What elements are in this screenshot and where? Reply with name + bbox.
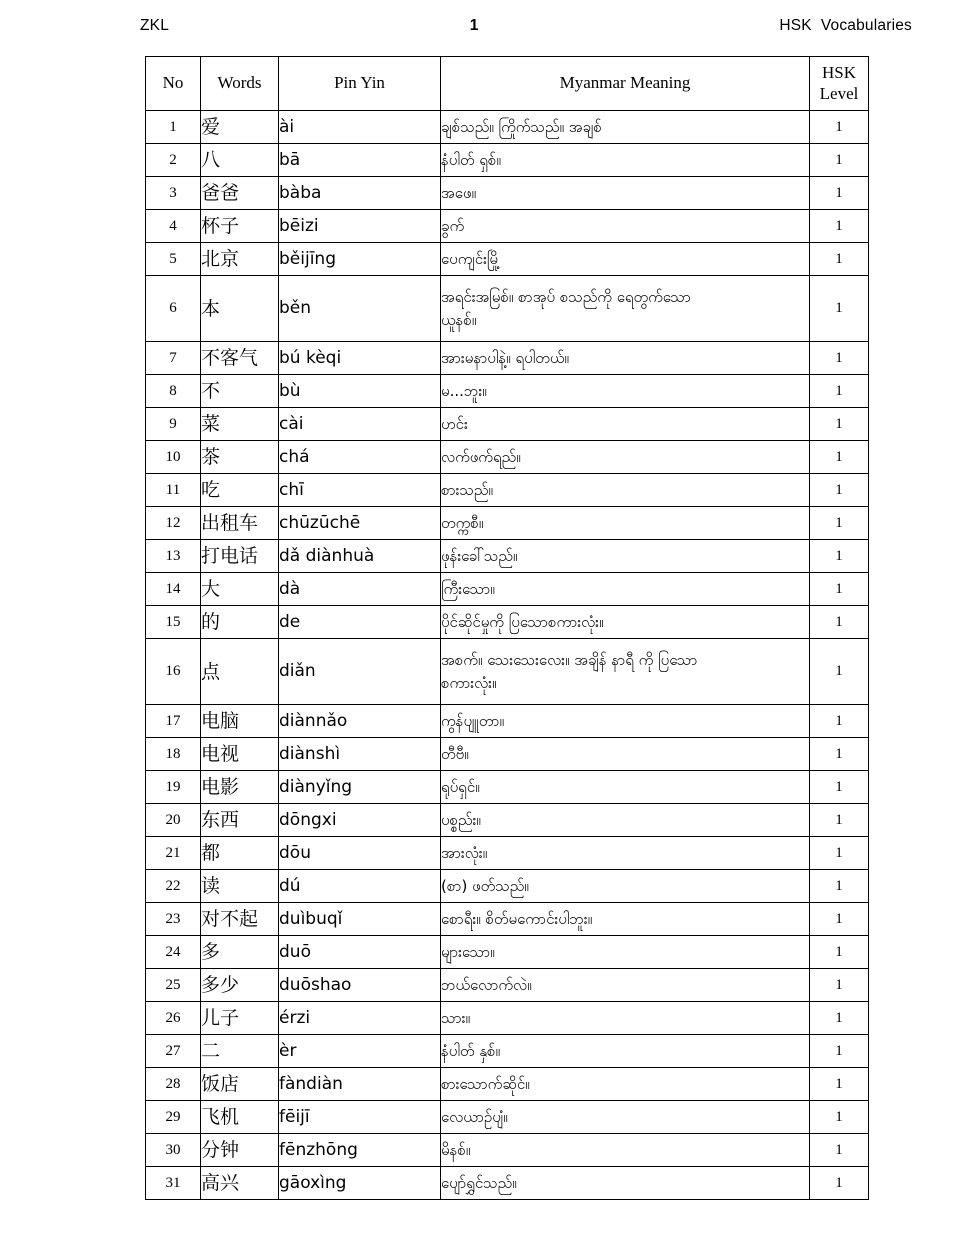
- myanmar-meaning: [441, 738, 810, 771]
- hsk-level-value: 1: [810, 936, 869, 969]
- myanmar-meaning: [441, 870, 810, 903]
- myanmar-meaning: [441, 903, 810, 936]
- table-row: [146, 573, 869, 606]
- table-row: [146, 243, 869, 276]
- myanmar-meaning: [441, 573, 810, 606]
- pinyin-text: duōshao: [279, 969, 441, 1002]
- row-number: 17: [146, 705, 201, 738]
- row-number: 2: [146, 144, 201, 177]
- table-row: [146, 705, 869, 738]
- table-row: [146, 1167, 869, 1200]
- row-number: 31: [146, 1167, 201, 1200]
- table-row: [146, 1134, 869, 1167]
- hsk-level-value: 1: [810, 1002, 869, 1035]
- hsk-level-value: 1: [810, 375, 869, 408]
- table-header: [146, 57, 869, 111]
- myanmar-meaning: [441, 243, 810, 276]
- myanmar-meaning: [441, 1101, 810, 1134]
- myanmar-meaning-line: နံပါတ် ရှစ်။: [441, 150, 501, 169]
- hsk-level-value: 1: [810, 804, 869, 837]
- row-number: 15: [146, 606, 201, 639]
- row-number: 1: [146, 111, 201, 144]
- chinese-word: 不客气: [201, 342, 279, 375]
- hsk-level-value: 1: [810, 1101, 869, 1134]
- row-number: 7: [146, 342, 201, 375]
- pinyin-text: chá: [279, 441, 441, 474]
- pinyin-text: bēizi: [279, 210, 441, 243]
- myanmar-meaning-line: ပိုင်ဆိုင်မှုကို ပြသောစကားလုံး။: [441, 612, 604, 631]
- table-row: [146, 441, 869, 474]
- pinyin-text: dǎ diànhuà: [279, 540, 441, 573]
- row-number: 25: [146, 969, 201, 1002]
- pinyin-text: bú kèqi: [279, 342, 441, 375]
- myanmar-meaning-line: တီဗီ။: [441, 744, 469, 763]
- myanmar-meaning: [441, 771, 810, 804]
- table-row: [146, 540, 869, 573]
- row-number: 10: [146, 441, 201, 474]
- myanmar-meaning-line: ကွန်ပျူတာ။: [441, 711, 505, 730]
- pinyin-text: cài: [279, 408, 441, 441]
- myanmar-meaning-line: မ...ဘူး။: [441, 381, 487, 400]
- myanmar-meaning-line: စကားလုံး။: [441, 673, 497, 692]
- myanmar-meaning: [441, 111, 810, 144]
- chinese-word: 电脑: [201, 705, 279, 738]
- pinyin-text: gāoxìng: [279, 1167, 441, 1200]
- row-number: 9: [146, 408, 201, 441]
- myanmar-meaning-line: ဘယ်လောက်လဲ။: [441, 975, 532, 994]
- header-right-label: HSK Vocabularies: [779, 17, 912, 34]
- chinese-word: 的: [201, 606, 279, 639]
- pinyin-text: běijīng: [279, 243, 441, 276]
- pinyin-text: diànshì: [279, 738, 441, 771]
- hsk-level-value: 1: [810, 705, 869, 738]
- hsk-level-value: 1: [810, 1134, 869, 1167]
- hsk-level-value: 1: [810, 1035, 869, 1068]
- chinese-word: 吃: [201, 474, 279, 507]
- chinese-word: 飞机: [201, 1101, 279, 1134]
- pinyin-text: duìbuqǐ: [279, 903, 441, 936]
- chinese-word: 大: [201, 573, 279, 606]
- table-row: [146, 1002, 869, 1035]
- pinyin-text: érzi: [279, 1002, 441, 1035]
- row-number: 20: [146, 804, 201, 837]
- table-header-row: [146, 57, 869, 111]
- hsk-level-line1: HSK: [821, 63, 856, 82]
- myanmar-meaning-line: အရင်းအမြစ်။ စာအုပ် စသည်ကို ရေတွက်သော: [441, 287, 691, 306]
- chinese-word: 点: [201, 639, 279, 705]
- chinese-word: 对不起: [201, 903, 279, 936]
- row-number: 21: [146, 837, 201, 870]
- hsk-level-line2: Level: [819, 83, 859, 103]
- myanmar-meaning: [441, 1035, 810, 1068]
- pinyin-text: diǎn: [279, 639, 441, 705]
- column-header-pinyin: Pin Yin: [279, 57, 441, 111]
- row-number: 11: [146, 474, 201, 507]
- table-row: [146, 342, 869, 375]
- table-row: [146, 606, 869, 639]
- myanmar-meaning-line: တက္ကစီ။: [441, 513, 484, 532]
- hsk-level-value: 1: [810, 441, 869, 474]
- page-header: [140, 14, 912, 38]
- myanmar-meaning: [441, 1167, 810, 1200]
- myanmar-meaning-line: ခွက်: [441, 216, 465, 235]
- hsk-level-value: 1: [810, 738, 869, 771]
- row-number: 4: [146, 210, 201, 243]
- chinese-word: 打电话: [201, 540, 279, 573]
- chinese-word: 杯子: [201, 210, 279, 243]
- myanmar-meaning: [441, 408, 810, 441]
- table-row: [146, 1068, 869, 1101]
- myanmar-meaning-line: ယူနစ်။: [441, 310, 477, 329]
- myanmar-meaning-line: အားမနာပါနဲ့။ ရပါတယ်။: [441, 348, 569, 367]
- chinese-word: 东西: [201, 804, 279, 837]
- row-number: 23: [146, 903, 201, 936]
- row-number: 19: [146, 771, 201, 804]
- myanmar-meaning-line: ပျော်ရွှင်သည်။: [441, 1173, 517, 1192]
- table-row: [146, 936, 869, 969]
- hsk-level-value: 1: [810, 408, 869, 441]
- row-number: 13: [146, 540, 201, 573]
- pinyin-text: bù: [279, 375, 441, 408]
- pinyin-text: fēnzhōng: [279, 1134, 441, 1167]
- chinese-word: 北京: [201, 243, 279, 276]
- table-row: [146, 111, 869, 144]
- chinese-word: 本: [201, 276, 279, 342]
- chinese-word: 分钟: [201, 1134, 279, 1167]
- hsk-level-value: 1: [810, 243, 869, 276]
- header-left-label: ZKL: [140, 17, 170, 34]
- myanmar-meaning: [441, 1068, 810, 1101]
- pinyin-text: dú: [279, 870, 441, 903]
- column-header-words: Words: [201, 57, 279, 111]
- row-number: 8: [146, 375, 201, 408]
- myanmar-meaning-line: ရုပ်ရှင်။: [441, 777, 480, 796]
- table-row: [146, 210, 869, 243]
- pinyin-text: dà: [279, 573, 441, 606]
- table-row: [146, 738, 869, 771]
- table-row: [146, 375, 869, 408]
- myanmar-meaning: [441, 177, 810, 210]
- hsk-level-value: 1: [810, 606, 869, 639]
- pinyin-text: diànyǐng: [279, 771, 441, 804]
- chinese-word: 出租车: [201, 507, 279, 540]
- hsk-level-value: 1: [810, 540, 869, 573]
- chinese-word: 爱: [201, 111, 279, 144]
- hsk-level-value: 1: [810, 870, 869, 903]
- chinese-word: 多少: [201, 969, 279, 1002]
- chinese-word: 茶: [201, 441, 279, 474]
- pinyin-text: ài: [279, 111, 441, 144]
- pinyin-text: de: [279, 606, 441, 639]
- myanmar-meaning-line: စားသောက်ဆိုင်။: [441, 1074, 530, 1093]
- hsk-level-value: 1: [810, 573, 869, 606]
- myanmar-meaning: [441, 639, 810, 705]
- chinese-word: 电视: [201, 738, 279, 771]
- myanmar-meaning-line: ချစ်သည်။ ကြိုက်သည်။ အချစ်: [441, 117, 602, 136]
- pinyin-text: dōu: [279, 837, 441, 870]
- chinese-word: 菜: [201, 408, 279, 441]
- chinese-word: 高兴: [201, 1167, 279, 1200]
- myanmar-meaning-line: စားသည်။: [441, 480, 493, 499]
- myanmar-meaning: [441, 969, 810, 1002]
- pinyin-text: fēijī: [279, 1101, 441, 1134]
- myanmar-meaning-line: သား။: [441, 1008, 471, 1027]
- pinyin-text: chī: [279, 474, 441, 507]
- table-row: [146, 474, 869, 507]
- myanmar-meaning: [441, 837, 810, 870]
- hsk-level-value: 1: [810, 474, 869, 507]
- row-number: 29: [146, 1101, 201, 1134]
- myanmar-meaning: [441, 606, 810, 639]
- pinyin-text: fàndiàn: [279, 1068, 441, 1101]
- myanmar-meaning: [441, 342, 810, 375]
- myanmar-meaning: [441, 210, 810, 243]
- row-number: 12: [146, 507, 201, 540]
- myanmar-meaning-line: အစက်။ သေးသေးလေး။ အချိန် နာရီ ကို ပြသော: [441, 650, 698, 669]
- table-row: [146, 870, 869, 903]
- column-header-no: No: [146, 57, 201, 111]
- table-row: [146, 177, 869, 210]
- chinese-word: 二: [201, 1035, 279, 1068]
- chinese-word: 儿子: [201, 1002, 279, 1035]
- chinese-word: 多: [201, 936, 279, 969]
- row-number: 14: [146, 573, 201, 606]
- pinyin-text: dōngxi: [279, 804, 441, 837]
- table-row: [146, 408, 869, 441]
- chinese-word: 读: [201, 870, 279, 903]
- hsk-level-value: 1: [810, 507, 869, 540]
- hsk-level-value: 1: [810, 210, 869, 243]
- hsk-level-value: 1: [810, 1068, 869, 1101]
- myanmar-meaning: [441, 375, 810, 408]
- pinyin-text: èr: [279, 1035, 441, 1068]
- table-row: [146, 507, 869, 540]
- pinyin-text: duō: [279, 936, 441, 969]
- hsk-level-value: 1: [810, 111, 869, 144]
- chinese-word: 不: [201, 375, 279, 408]
- hsk-level-value: 1: [810, 144, 869, 177]
- table-row: [146, 1101, 869, 1134]
- row-number: 16: [146, 639, 201, 705]
- hsk-level-value: 1: [810, 276, 869, 342]
- table-row: [146, 804, 869, 837]
- pinyin-text: chūzūchē: [279, 507, 441, 540]
- page-number: 1: [469, 17, 479, 34]
- myanmar-meaning-line: ဟင်း: [441, 414, 468, 433]
- myanmar-meaning-line: အားလုံး။: [441, 843, 488, 862]
- myanmar-meaning-line: ပေကျင်းမြို့: [441, 249, 501, 268]
- myanmar-meaning: [441, 144, 810, 177]
- myanmar-meaning: [441, 441, 810, 474]
- hsk-level-value: 1: [810, 1167, 869, 1200]
- hsk-level-value: 1: [810, 342, 869, 375]
- myanmar-meaning-line: များသော။: [441, 942, 495, 961]
- chinese-word: 八: [201, 144, 279, 177]
- hsk-level-value: 1: [810, 969, 869, 1002]
- row-number: 27: [146, 1035, 201, 1068]
- chinese-word: 爸爸: [201, 177, 279, 210]
- chinese-word: 电影: [201, 771, 279, 804]
- myanmar-meaning-line: နံပါတ် နှစ်။: [441, 1041, 501, 1060]
- row-number: 3: [146, 177, 201, 210]
- row-number: 24: [146, 936, 201, 969]
- column-header-hsk-level: [810, 57, 869, 111]
- row-number: 28: [146, 1068, 201, 1101]
- table-row: [146, 771, 869, 804]
- myanmar-meaning-line: လေယာဉ်ပျံ။: [441, 1107, 508, 1126]
- table-row: [146, 1035, 869, 1068]
- vocabulary-table-container: [145, 56, 868, 1200]
- myanmar-meaning-line: စောရီး။ စိတ်မကောင်းပါဘူး။: [441, 909, 593, 928]
- row-number: 22: [146, 870, 201, 903]
- myanmar-meaning: [441, 276, 810, 342]
- table-row: [146, 144, 869, 177]
- row-number: 6: [146, 276, 201, 342]
- hsk-level-value: 1: [810, 837, 869, 870]
- table-row: [146, 639, 869, 705]
- myanmar-meaning-line: အဖေ။: [441, 183, 477, 202]
- myanmar-meaning-line: မိနစ်။: [441, 1140, 471, 1159]
- row-number: 18: [146, 738, 201, 771]
- chinese-word: 都: [201, 837, 279, 870]
- myanmar-meaning: [441, 936, 810, 969]
- row-number: 26: [146, 1002, 201, 1035]
- pinyin-text: diànnǎo: [279, 705, 441, 738]
- myanmar-meaning: [441, 1002, 810, 1035]
- myanmar-meaning-line: လက်ဖက်ရည်။: [441, 447, 521, 466]
- table-row: [146, 903, 869, 936]
- table-row: [146, 837, 869, 870]
- myanmar-meaning: [441, 804, 810, 837]
- myanmar-meaning-line: ကြီးသော။: [441, 579, 495, 598]
- hsk-level-value: 1: [810, 177, 869, 210]
- pinyin-text: bàba: [279, 177, 441, 210]
- row-number: 30: [146, 1134, 201, 1167]
- myanmar-meaning-line: ပစ္စည်း။: [441, 810, 481, 829]
- hsk-level-value: 1: [810, 639, 869, 705]
- myanmar-meaning: [441, 705, 810, 738]
- myanmar-meaning: [441, 474, 810, 507]
- column-header-meaning: Myanmar Meaning: [441, 57, 810, 111]
- myanmar-meaning-line: ဖုန်းခေါ်သည်။: [441, 546, 518, 565]
- myanmar-meaning-line: (စာ) ဖတ်သည်။: [441, 876, 529, 895]
- hsk-level-value: 1: [810, 771, 869, 804]
- myanmar-meaning: [441, 540, 810, 573]
- chinese-word: 饭店: [201, 1068, 279, 1101]
- row-number: 5: [146, 243, 201, 276]
- table-body: [146, 111, 869, 1200]
- pinyin-text: běn: [279, 276, 441, 342]
- myanmar-meaning: [441, 507, 810, 540]
- table-row: [146, 969, 869, 1002]
- pinyin-text: bā: [279, 144, 441, 177]
- table-row: [146, 276, 869, 342]
- vocabulary-table: [145, 56, 869, 1200]
- myanmar-meaning: [441, 1134, 810, 1167]
- hsk-level-value: 1: [810, 903, 869, 936]
